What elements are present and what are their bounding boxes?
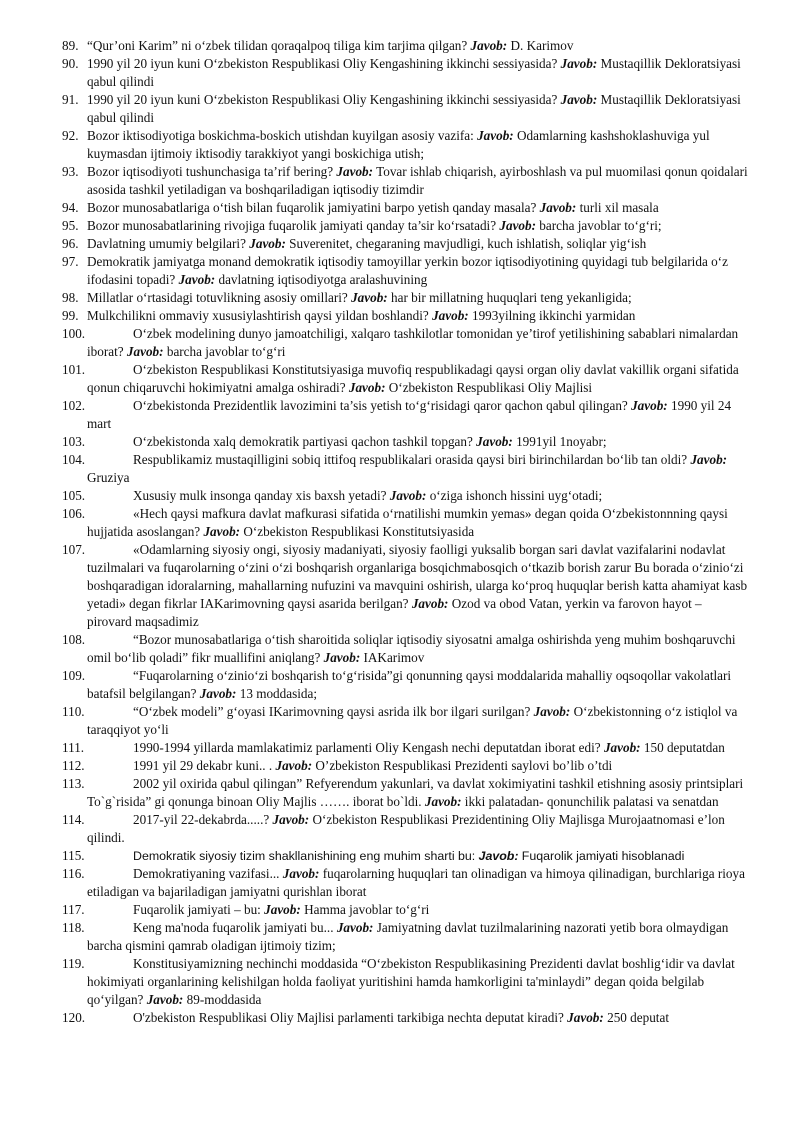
question-number: 101.	[62, 362, 86, 377]
question-item	[62, 487, 748, 505]
answer-text: Mustaqillik Dekloratsiyasi qabul qilindi	[87, 92, 741, 125]
question-text: O‘zbekiston Respublikasi Konstitutsiyasiga muvofiq respublikadagi qaysi organ oliy davlat vakillik organi sifatida qonun chiqaruvchi hokimiyatni amalga oshiradi?	[87, 362, 739, 395]
answer-text: O’zbekiston Respublikasi Prezidenti saylovi bo’lib o’tdi	[315, 758, 613, 773]
question-text: “Bozor munosabatlariga o‘tish sharoitida soliqlar iqtisodiy siyosatni amalga oshirishda yeng muhim boshqaruvchi omil bo‘lib qoladi” fikr muallifini aniqlang?	[87, 632, 736, 665]
question-number: 98.	[62, 290, 79, 305]
answer-text: 13 moddasida;	[239, 686, 318, 701]
answer-label: Javob:	[282, 866, 320, 881]
question-item	[62, 847, 748, 865]
answer-label: Javob:	[432, 308, 469, 323]
answer-text: Fuqarolik jamiyati hisoblanadi	[521, 849, 685, 863]
question-number: 100.	[62, 326, 86, 341]
question-number: 91.	[62, 92, 79, 107]
question-item	[62, 541, 748, 631]
question-item	[62, 631, 748, 667]
answer-label: Javob:	[348, 380, 386, 395]
question-number: 90.	[62, 56, 79, 71]
question-item	[62, 91, 748, 127]
question-list	[62, 37, 748, 1027]
question-number: 106.	[62, 506, 86, 521]
question-number: 109.	[62, 668, 86, 683]
answer-text: Hamma javoblar to‘g‘ri	[304, 902, 430, 917]
answer-text: Ozod va obod Vatan, yerkin va farovon hayot – pirovard maqsadimiz	[87, 596, 702, 629]
answer-text: O‘zbekiston Respublikasi Prezidentining Oliy Majlisga Murojaatnomasi e’lon qilindi.	[87, 812, 725, 845]
question-number: 111.	[62, 740, 85, 755]
answer-text: turli xil masala	[579, 200, 659, 215]
question-item	[62, 325, 748, 361]
question-item	[62, 451, 748, 487]
question-item	[62, 955, 748, 1009]
answer-text: Odamlarning kashshoklashuviga yul kuymasdan ijtimoiy iktisodiy tarakkiyot yangi boskichiga utish;	[87, 128, 710, 161]
question-item	[62, 775, 748, 811]
question-number: 92.	[62, 128, 79, 143]
answer-label: Javob:	[351, 290, 388, 305]
question-number: 96.	[62, 236, 79, 251]
question-text: Demokratik jamiyatga monand demokratik iqtisodiy tamoyillar yerkin bozor iqtisodiyotining quyidagi tub belgilarida o‘z ifodasini topadi?	[87, 254, 728, 287]
question-number: 103.	[62, 434, 86, 449]
question-text: 2002 yil oxirida qabul qilingan” Refyerendum yakunlari, va davlat xokimiyatini tashkil etishning asosiy printsiplari To`g`risida” gi qonunga binoan Oliy Majlis ……. iborat bo`ldi.	[87, 776, 744, 809]
answer-label: Javob:	[323, 650, 361, 665]
answer-label: Javob:	[567, 1010, 604, 1025]
question-item	[62, 739, 748, 757]
answer-text: barcha javoblar to‘g‘ri	[166, 344, 286, 359]
question-text: “Fuqarolarning o‘zinio‘zi boshqarish to‘g‘risida”gi qonunning qaysi moddalarida mahalliy oqsoqollar vakolatlari batafsil belgilangan?	[87, 668, 732, 701]
answer-label: Javob:	[470, 38, 508, 53]
question-number: 105.	[62, 488, 86, 503]
answer-label: Javob:	[389, 488, 427, 503]
question-text: O'zbekiston Respublikasi Oliy Majlisi parlamenti tarkibiga nechta deputat kiradi?	[133, 1010, 564, 1025]
question-item	[62, 37, 748, 55]
question-number: 107.	[62, 542, 86, 557]
answer-text: O‘zbekiston Respublikasi Konstitutsiyasida	[243, 524, 475, 539]
answer-label: Javob:	[631, 398, 668, 413]
answer-label: Javob:	[146, 992, 184, 1007]
answer-label: Javob:	[424, 794, 462, 809]
answer-label: Javob:	[477, 128, 514, 143]
answer-label: Javob:	[411, 596, 449, 611]
answer-text: davlatning iqtisodiyotga aralashuvining	[218, 272, 428, 287]
question-item	[62, 235, 748, 253]
answer-text: ikki palatadan- qonunchilik palatasi va senatdan	[464, 794, 719, 809]
answer-label: Javob:	[336, 920, 374, 935]
answer-text: Gruziya	[87, 470, 130, 485]
question-text: O‘zbek modelining dunyo jamoatchiligi, xalqaro tashkilotlar tomonidan ye’tirof yetilishining sabablari nimalardan iborat?	[87, 326, 739, 359]
answer-text: O‘zbekiston Respublikasi Oliy Majlisi	[388, 380, 593, 395]
question-item	[62, 307, 748, 325]
question-item	[62, 253, 748, 289]
question-item	[62, 865, 748, 901]
answer-text: IAKarimov	[363, 650, 425, 665]
question-number: 117.	[62, 902, 85, 917]
answer-text: 89-moddasida	[186, 992, 262, 1007]
question-text: Xususiy mulk insonga qanday xis baxsh yetadi?	[133, 488, 387, 503]
answer-text: Suverenitet, chegaraning mavjudligi, kuch ishlatish, soliqlar yig‘ish	[289, 236, 647, 251]
question-item	[62, 397, 748, 433]
question-text: «Hech qaysi mafkura davlat mafkurasi sifatida o‘rnatilishi mumkin yemas» degan qoida O‘zbekistonnning qaysi hujjatida asoslangan?	[87, 506, 728, 539]
answer-label: Javob:	[603, 740, 641, 755]
question-number: 113.	[62, 776, 85, 791]
answer-label: Javob:	[560, 56, 598, 71]
question-text: Respublikamiz mustaqilligini sobiq ittifoq respublikalari orasida qaysi biri birinchilardan bo‘lib tan oldi?	[133, 452, 688, 467]
answer-label: Javob:	[690, 452, 728, 467]
question-text: 1990 yil 20 iyun kuni O‘zbekiston Respublikasi Oliy Kengashining ikkinchi sessiyasida?	[87, 56, 558, 71]
question-number: 104.	[62, 452, 86, 467]
question-number: 99.	[62, 308, 79, 323]
answer-text: Tovar ishlab chiqarish, ayirboshlash va pul muomilasi qonun qoidalari asosida tashkil yetiladigan va boshqariladigan iqtisodiy tizimdir	[87, 164, 748, 197]
question-number: 120.	[62, 1010, 86, 1025]
answer-label: Javob:	[539, 200, 577, 215]
question-text: “Qur’oni Karim” ni o‘zbek tilidan qoraqalpoq tiliga kim tarjima qilgan?	[87, 38, 468, 53]
answer-label: Javob:	[478, 849, 519, 863]
answer-text: Mustaqillik Dekloratsiyasi qabul qilindi	[87, 56, 741, 89]
question-item	[62, 163, 748, 199]
question-number: 114.	[62, 812, 85, 827]
question-number: 94.	[62, 200, 79, 215]
question-text: 1991 yil 29 dekabr kuni.. .	[133, 758, 273, 773]
answer-label: Javob:	[336, 164, 374, 179]
question-text: Bozor iqtisodiyoti tushunchasiga ta’rif bering?	[87, 164, 334, 179]
question-text: “O‘zbek modeli” g‘oyasi IKarimovning qaysi asrida ilk bor ilgari surilgan?	[133, 704, 531, 719]
question-number: 108.	[62, 632, 86, 647]
answer-label: Javob:	[560, 92, 598, 107]
question-text: Bozor munosabatlarining rivojiga fuqarolik jamiyati qanday ta’sir ko‘rsatadi?	[87, 218, 497, 233]
answer-label: Javob:	[533, 704, 571, 719]
question-text: 1990-1994 yillarda mamlakatimiz parlamenti Oliy Kengash nechi deputatdan iborat edi?	[133, 740, 601, 755]
answer-label: Javob:	[126, 344, 164, 359]
answer-label: Javob:	[203, 524, 241, 539]
question-text: Bozor iktisodiyotiga boskichma-boskich utishdan kuyilgan asosiy vazifa:	[87, 128, 474, 143]
question-text: Keng ma'noda fuqarolik jamiyati bu...	[133, 920, 334, 935]
question-item	[62, 811, 748, 847]
question-item	[62, 1009, 748, 1027]
question-item	[62, 433, 748, 451]
question-number: 97.	[62, 254, 79, 269]
question-text: Mulkchilikni ommaviy xususiylashtirish qaysi yildan boshlandi?	[87, 308, 429, 323]
question-item	[62, 901, 748, 919]
answer-label: Javob:	[199, 686, 237, 701]
answer-label: Javob:	[272, 812, 310, 827]
question-text: 1990 yil 20 iyun kuni O‘zbekiston Respublikasi Oliy Kengashining ikkinchi sessiyasida?	[87, 92, 558, 107]
question-text: «Odamlarning siyosiy ongi, siyosiy madaniyati, siyosiy faolligi yuksalib borgan sari davlat vazifalarini nodavlat tuzilmalari va fuqarolarning o‘zini o‘zi boshqarish organlariga bosqichmabosqich o‘tkazib borish zarur Bu borada o‘zinio‘zi boshqaradigan idoralarning, mahallarning nufuzini va mavquini oshirish, ularga ko‘proq huquqlar berish katta ahamiyat kasb yetadi» degan fikrlar IAKarimovning qaysi asarida berilgan?	[87, 542, 748, 611]
answer-text: 1991yil 1noyabr;	[516, 434, 607, 449]
question-number: 89.	[62, 38, 79, 53]
question-item	[62, 703, 748, 739]
question-number: 95.	[62, 218, 79, 233]
answer-text: 1990 yil 24 mart	[87, 398, 732, 431]
question-number: 115.	[62, 848, 85, 863]
question-item	[62, 127, 748, 163]
question-number: 102.	[62, 398, 86, 413]
answer-label: Javob:	[275, 758, 313, 773]
answer-label: Javob:	[249, 236, 286, 251]
answer-text: 1993yilning ikkinchi yarmidan	[471, 308, 636, 323]
answer-text: barcha javoblar to‘g‘ri;	[539, 218, 662, 233]
answer-text: D. Karimov	[510, 38, 574, 53]
question-number: 112.	[62, 758, 85, 773]
question-text: O‘zbekistonda Prezidentlik lavozimini ta’sis yetish to‘g‘risidagi qaror qachon qabul qilingan?	[133, 398, 628, 413]
question-text: Millatlar o‘rtasidagi totuvlikning asosiy omillari?	[87, 290, 348, 305]
question-text: Davlatning umumiy belgilari?	[87, 236, 246, 251]
answer-label: Javob:	[178, 272, 216, 287]
question-text: Konstitusiyamizning nechinchi moddasida “O‘zbekiston Respublikasining Prezidenti davlat boshlig‘idir va davlat hokimiyati organlarining kelishilgan holda faoliyat yuritishini hamda hamkorligini ta'minlaydi” degan qoida belgilab qo‘yilgan?	[87, 956, 735, 1007]
answer-text: Jamiyatning davlat tuzilmalarining nazorati yetib bora olmaydigan barcha qismini qamrab oladigan ijtimoiy tizim;	[87, 920, 729, 953]
question-number: 110.	[62, 704, 85, 719]
answer-text: o‘ziga ishonch hissini uyg‘otadi;	[429, 488, 603, 503]
answer-label: Javob:	[476, 434, 513, 449]
question-item	[62, 289, 748, 307]
question-text: O‘zbekistonda xalq demokratik partiyasi qachon tashkil topgan?	[133, 434, 473, 449]
question-text: Fuqarolik jamiyati – bu:	[133, 902, 261, 917]
question-item	[62, 361, 748, 397]
question-number: 118.	[62, 920, 85, 935]
question-item	[62, 217, 748, 235]
answer-text: fuqarolarning huquqlari tan olinadigan va himoya qilinadigan, burchlariga rioya etiladigan va bajariladigan jamiyatni qurishlan iborat	[87, 866, 745, 899]
question-item	[62, 757, 748, 775]
answer-label: Javob:	[264, 902, 301, 917]
answer-text: 150 deputatdan	[643, 740, 725, 755]
question-item	[62, 199, 748, 217]
question-number: 119.	[62, 956, 85, 971]
question-number: 116.	[62, 866, 85, 881]
question-text: Demokratik siyosiy tizim shakllanishining eng muhim sharti bu:	[133, 849, 476, 863]
question-text: 2017-yil 22-dekabrda.....?	[133, 812, 270, 827]
question-item	[62, 667, 748, 703]
answer-text: 250 deputat	[607, 1010, 669, 1025]
question-item	[62, 919, 748, 955]
question-text: Bozor munosabatlariga o‘tish bilan fuqarolik jamiyatini barpo yetish qanday masala?	[87, 200, 537, 215]
question-item	[62, 55, 748, 91]
answer-text: har bir millatning huquqlari teng yekanligida;	[391, 290, 632, 305]
answer-label: Javob:	[499, 218, 536, 233]
question-text: Demokratiyaning vazifasi...	[133, 866, 280, 881]
question-number: 93.	[62, 164, 79, 179]
answer-text: O‘zbekistonning o‘z istiqlol va taraqqiyot yo‘li	[87, 704, 738, 737]
question-item	[62, 505, 748, 541]
